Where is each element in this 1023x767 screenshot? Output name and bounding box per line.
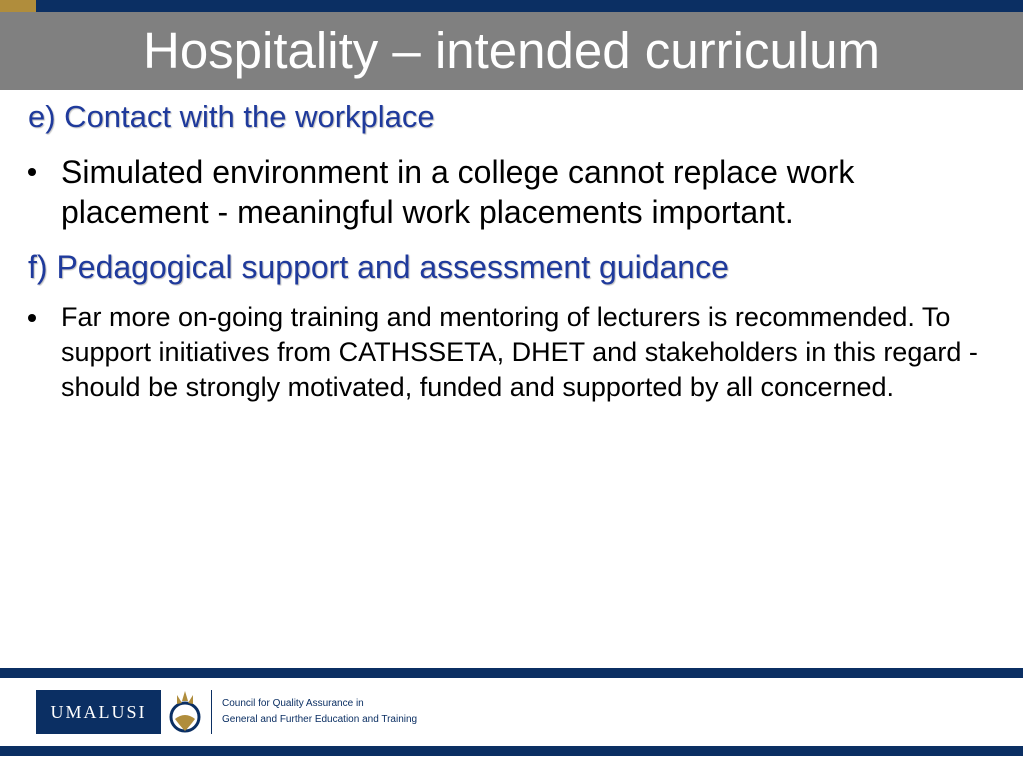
tagline-line-2: General and Further Education and Training <box>222 714 418 725</box>
slide-title: Hospitality – intended curriculum <box>142 22 880 79</box>
umalusi-logo: UMALUSI <box>36 690 161 734</box>
top-stripe <box>0 0 1023 12</box>
slide-content <box>28 96 998 405</box>
section-f-bullet-text: Far more on-going training and mentoring of lecturers is recommended. To support initiatives from CATHSSETA, DHET and stakeholders in this regard - should be strongly motivated, funded and supported by all concerned. <box>61 302 978 402</box>
section-f-heading: f) Pedagogical support and assessment guidance <box>28 249 729 285</box>
top-stripe-accent <box>0 0 36 12</box>
umalusi-emblem-icon <box>167 687 203 737</box>
section-e-heading: e) Contact with the workplace <box>28 99 435 134</box>
section-f-bullet <box>28 300 998 405</box>
section-e-bullet <box>28 152 998 232</box>
footer-divider <box>211 690 212 734</box>
footer-stripe-bottom <box>0 746 1023 756</box>
section-e-bullet-text: Simulated environment in a college cannot replace work placement - meaningful work placements important. <box>61 154 855 230</box>
footer-tagline <box>222 696 417 728</box>
bullet-dot-icon <box>28 168 36 176</box>
bullet-dot-icon <box>28 314 36 322</box>
footer <box>36 686 417 738</box>
tagline-line-1: Council for Quality Assurance in <box>222 698 364 709</box>
footer-stripe-top <box>0 668 1023 678</box>
